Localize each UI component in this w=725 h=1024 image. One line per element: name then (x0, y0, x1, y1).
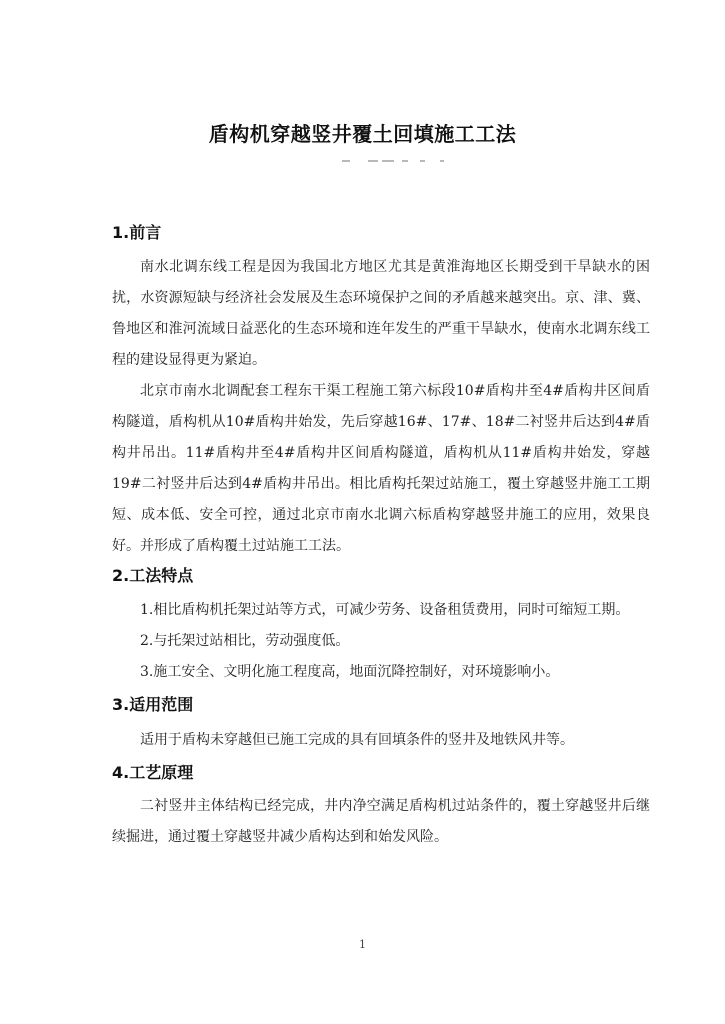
section-heading-features: 2.工法特点 (112, 566, 194, 585)
feature-item-3: 3.施工安全、文明化施工程度高，地面沉降控制好，对环境影响小。 (140, 664, 560, 680)
feature-item-1: 1.相比盾构机托架过站等方式，可减少劳务、设备租赁费用，同时可缩短工期。 (140, 602, 630, 618)
document-title: 盾构机穿越竖井覆土回填施工工法 (208, 122, 517, 146)
preface-paragraph-1: 南水北调东线工程是因为我国北方地区尤其是黄淮海地区长期受到干旱缺水的困扰，水资源短缺与经济社会发展及生态环境保护之间的矛盾越来越突出。京、津、冀、鲁地区和淮河流域日益恶化的生态环境和连年发生的严重干旱缺水，使南水北调东线工程的建设显得更为紧迫。 (112, 259, 650, 368)
scope-paragraph: 适用于盾构未穿越但已施工完成的具有回填条件的竖井及地铁风井等。 (140, 732, 574, 748)
section-heading-scope: 3.适用范围 (112, 695, 194, 714)
section-heading-principle: 4.工艺原理 (112, 763, 194, 782)
principle-paragraph: 二衬竖井主体结构已经完成，井内净空满足盾构机过站条件的，覆土穿越竖井后继续掘进，通过覆土穿越竖井减少盾构达到和始发风险。 (112, 798, 650, 845)
feature-item-2: 2.与托架过站相比，劳动强度低。 (140, 633, 350, 649)
preface-paragraph-2: 北京市南水北调配套工程东干渠工程施工第六标段10#盾构井至4#盾构井区间盾构隧道，盾构机从10#盾构井始发，先后穿越16#、17#、18#二衬竖井后达到4#盾构井吊出。11#盾构井至4#盾构井区间盾构隧道，盾构机从11#盾构井始发，穿越19#二衬竖井后达到4#盾构井吊出。相比盾构托架过站施工，覆土穿越竖井施工工期短、成本低、安全可控，通过北京市南水北调六标盾构穿越竖井施工的应用，效果良好。并形成了盾构覆土过站施工工法。 (112, 383, 650, 554)
scan-artifact-marks (342, 160, 452, 166)
page-number: 1 (359, 938, 366, 951)
section-heading-preface: 1.前言 (112, 223, 162, 242)
